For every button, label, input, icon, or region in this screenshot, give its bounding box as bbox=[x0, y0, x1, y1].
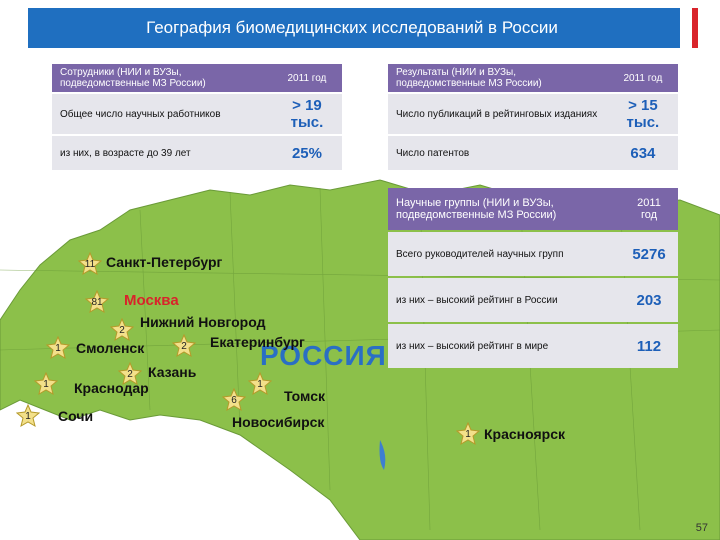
row-value: > 19 тыс. bbox=[272, 94, 342, 134]
results-table-header bbox=[388, 64, 678, 92]
table-row bbox=[52, 94, 342, 134]
row-label: из них, в возрасте до 39 лет bbox=[52, 136, 272, 170]
city-name: Нижний Новгород bbox=[140, 314, 266, 330]
city-count-badge: 1 bbox=[248, 372, 272, 396]
table-row bbox=[388, 94, 678, 134]
city-count-badge: 2 bbox=[118, 362, 142, 386]
city-name: Томск bbox=[284, 388, 326, 404]
row-value: 203 bbox=[620, 278, 678, 322]
page-number: 57 bbox=[695, 522, 708, 534]
row-value: 634 bbox=[608, 136, 678, 170]
row-value: > 15 тыс. bbox=[608, 94, 678, 134]
results-header-label: Результаты (НИИ и ВУЗы, подведомственные МЗ России) bbox=[388, 64, 608, 92]
city-count-badge: 1 bbox=[46, 336, 70, 360]
staff-table bbox=[52, 62, 342, 172]
row-label: из них – высокий рейтинг в России bbox=[388, 278, 620, 322]
table-row bbox=[388, 278, 678, 322]
row-label: Всего руководителей научных групп bbox=[388, 232, 620, 276]
groups-table bbox=[388, 186, 678, 370]
groups-header-year: 2011 год bbox=[620, 188, 678, 230]
city-count-badge: 2 bbox=[172, 334, 196, 358]
city-count-badge: 1 bbox=[16, 404, 40, 428]
results-table bbox=[388, 62, 678, 172]
row-value: 112 bbox=[620, 324, 678, 368]
city-name: Сочи bbox=[58, 408, 94, 424]
city-name: Санкт-Петербург bbox=[106, 254, 223, 270]
table-row bbox=[388, 324, 678, 368]
row-label: Общее число научных работников bbox=[52, 94, 272, 134]
header-stripe-blue bbox=[676, 8, 680, 48]
city-name: Красноярск bbox=[484, 426, 566, 442]
city-name: Смоленск bbox=[76, 340, 145, 356]
results-header-year: 2011 год bbox=[608, 64, 678, 92]
row-value: 5276 bbox=[620, 232, 678, 276]
header-stripe-red bbox=[692, 8, 698, 48]
slide-title: География биомедицинских исследований в России bbox=[28, 8, 676, 48]
city-name: Краснодар bbox=[74, 380, 149, 396]
city-name: Москва bbox=[124, 292, 179, 309]
table-row bbox=[388, 232, 678, 276]
staff-header-label: Сотрудники (НИИ и ВУЗы, подведомственные МЗ России) bbox=[52, 64, 272, 92]
city-name: Екатеринбург bbox=[210, 334, 305, 350]
groups-header-label: Научные группы (НИИ и ВУЗы, подведомственные МЗ России) bbox=[388, 188, 620, 230]
row-label: из них – высокий рейтинг в мире bbox=[388, 324, 620, 368]
city-count-badge: 1 bbox=[456, 422, 480, 446]
staff-table-header bbox=[52, 64, 342, 92]
table-row bbox=[52, 136, 342, 170]
groups-table-header bbox=[388, 188, 678, 230]
city-count-badge: 2 bbox=[110, 318, 134, 342]
row-label: Число патентов bbox=[388, 136, 608, 170]
city-count-badge: 6 bbox=[222, 388, 246, 412]
row-label: Число публикаций в рейтинговых изданиях bbox=[388, 94, 608, 134]
city-count-badge: 81 bbox=[85, 290, 109, 314]
city-name: Новосибирск bbox=[232, 414, 325, 430]
row-value: 25% bbox=[272, 136, 342, 170]
city-count-badge: 11 bbox=[78, 252, 102, 276]
city-name: Казань bbox=[148, 364, 197, 380]
country-label: РОССИЯ bbox=[260, 340, 387, 371]
table-row bbox=[388, 136, 678, 170]
city-count-badge: 1 bbox=[34, 372, 58, 396]
staff-header-year: 2011 год bbox=[272, 64, 342, 92]
